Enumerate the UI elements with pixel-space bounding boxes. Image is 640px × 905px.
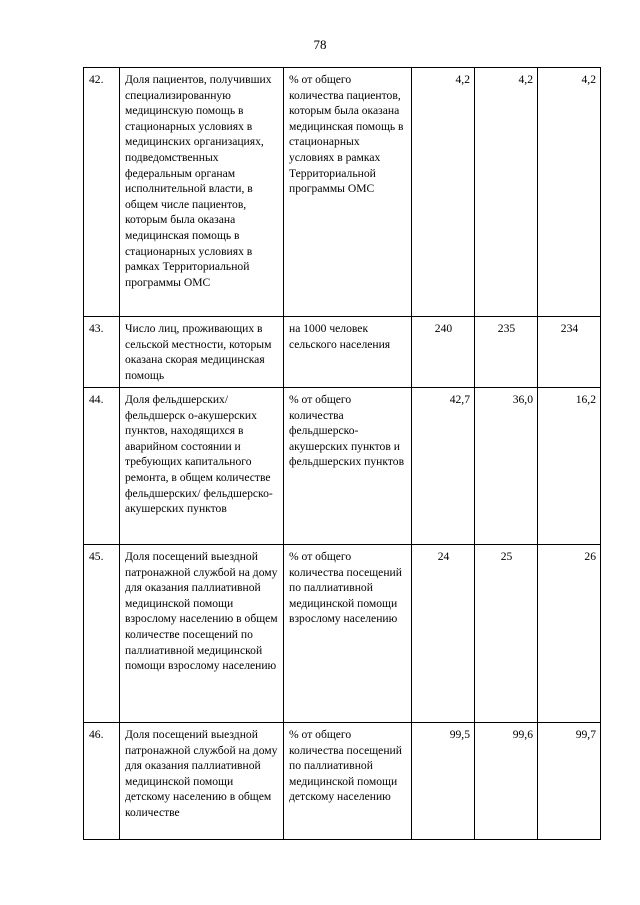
value-year-1: 240 xyxy=(412,317,475,388)
value-year-1: 24 xyxy=(412,545,475,723)
value-year-1: 42,7 xyxy=(412,388,475,545)
table-row xyxy=(84,388,601,545)
row-number: 42. xyxy=(84,68,120,317)
table-row xyxy=(84,68,601,317)
unit-of-measure: на 1000 человек сельского населения xyxy=(284,317,412,388)
row-number: 44. xyxy=(84,388,120,545)
page-number: 78 xyxy=(313,37,327,52)
value-year-2: 4,2 xyxy=(475,68,538,317)
unit-of-measure: % от общего количества посещений по паллиативной медицинской помощи детскому населению xyxy=(284,723,412,840)
row-number: 43. xyxy=(84,317,120,388)
indicator-name: Доля фельдшерских/фельдшерск о-акушерских пунктов, находящихся в аварийном состоянии и требующих капитального ремонта, в общем количестве фельдшерских/ фельдшерско-акушерских пунктов xyxy=(120,388,284,545)
value-year-3: 234 xyxy=(538,317,601,388)
value-year-3: 16,2 xyxy=(538,388,601,545)
unit-of-measure: % от общего количества пациентов, которым была оказана медицинская помощь в стационарных условиях в рамках Территориальной программы ОМС xyxy=(284,68,412,317)
table-row xyxy=(84,723,601,840)
table-row xyxy=(84,545,601,723)
unit-of-measure: % от общего количества посещений по паллиативной медицинской помощи взрослому населению xyxy=(284,545,412,723)
indicator-name: Доля посещений выездной патронажной службой на дому для оказания паллиативной медицинской помощи детскому населению в общем количестве xyxy=(120,723,284,840)
indicator-name: Доля посещений выездной патронажной службой на дому для оказания паллиативной медицинской помощи взрослому населению в общем количестве посещений по паллиативной медицинской помощи взрослому населению xyxy=(120,545,284,723)
unit-of-measure: % от общего количества фельдшерско-акушерских пунктов и фельдшерских пунктов xyxy=(284,388,412,545)
value-year-3: 4,2 xyxy=(538,68,601,317)
value-year-1: 4,2 xyxy=(412,68,475,317)
value-year-2: 99,6 xyxy=(475,723,538,840)
value-year-3: 99,7 xyxy=(538,723,601,840)
table-row xyxy=(84,317,601,388)
value-year-2: 25 xyxy=(475,545,538,723)
value-year-2: 235 xyxy=(475,317,538,388)
indicator-name: Доля пациентов, получивших специализированную медицинскую помощь в стационарных условиях в медицинских организациях, подведомственных федеральным органам исполнительной власти, в общем числе пациентов, которым была оказана медицинская помощь в стационарных условиях в рамках Территориальной программы ОМС xyxy=(120,68,284,317)
row-number: 46. xyxy=(84,723,120,840)
value-year-2: 36,0 xyxy=(475,388,538,545)
value-year-1: 99,5 xyxy=(412,723,475,840)
indicator-name: Число лиц, проживающих в сельской местности, которым оказана скорая медицинская помощь xyxy=(120,317,284,388)
value-year-3: 26 xyxy=(538,545,601,723)
indicators-table xyxy=(83,67,601,840)
row-number: 45. xyxy=(84,545,120,723)
